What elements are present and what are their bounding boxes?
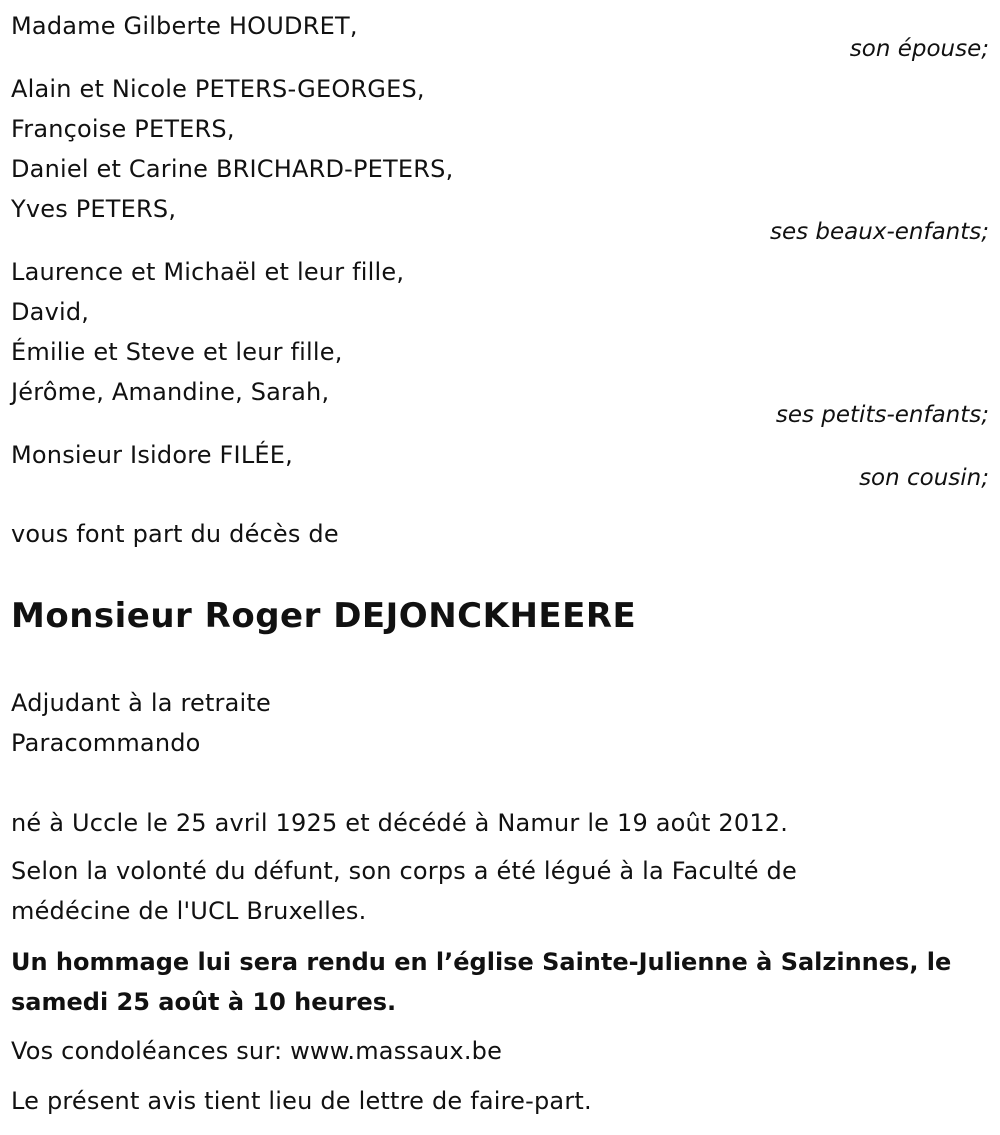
spouse-role: son épouse;	[849, 36, 989, 62]
donation-line: Selon la volonté du défunt, son corps a été légué à la Faculté de	[11, 857, 797, 885]
grandchildren-role: ses petits-enfants;	[775, 402, 989, 428]
announcement-text: vous font part du décès de	[11, 520, 339, 548]
grandchild-line: Laurence et Michaël et leur fille,	[11, 258, 405, 286]
deceased-title-line: Paracommando	[11, 729, 201, 757]
step-child-line: Françoise PETERS,	[11, 115, 235, 143]
cousin-role: son cousin;	[859, 465, 989, 491]
grandchild-line: Émilie et Steve et leur fille,	[11, 338, 343, 366]
step-child-line: Alain et Nicole PETERS-GEORGES,	[11, 75, 425, 103]
donation-line: médécine de l'UCL Bruxelles.	[11, 897, 367, 925]
condolences-line: Vos condoléances sur: www.massaux.be	[11, 1037, 503, 1065]
spouse-name: Madame Gilberte HOUDRET,	[11, 12, 358, 40]
deceased-name: Monsieur Roger DEJONCKHEERE	[11, 596, 637, 636]
step-child-line: Daniel et Carine BRICHARD-PETERS,	[11, 155, 454, 183]
cousin-name: Monsieur Isidore FILÉE,	[11, 441, 293, 469]
step-children-role: ses beaux-enfants;	[769, 219, 989, 245]
deceased-title-line: Adjudant à la retraite	[11, 689, 271, 717]
grandchild-line: David,	[11, 298, 90, 326]
notice-line: Le présent avis tient lieu de lettre de faire-part.	[11, 1087, 592, 1115]
tribute-line: samedi 25 août à 10 heures.	[11, 988, 397, 1016]
obituary-notice	[11, 0, 989, 1135]
tribute-line: Un hommage lui sera rendu en l’église Sainte-Julienne à Salzinnes, le	[11, 948, 952, 976]
grandchild-line: Jérôme, Amandine, Sarah,	[11, 378, 330, 406]
step-child-line: Yves PETERS,	[11, 195, 177, 223]
birth-death-line: né à Uccle le 25 avril 1925 et décédé à Namur le 19 août 2012.	[11, 809, 789, 837]
